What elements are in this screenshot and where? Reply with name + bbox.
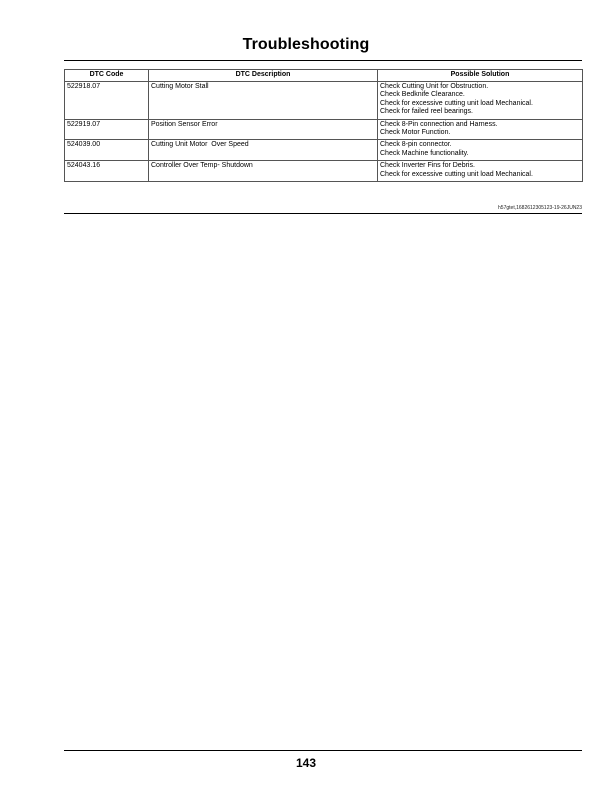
dtc-description-cell: Controller Over Temp- Shutdown (149, 161, 378, 182)
dtc-description-cell: Position Sensor Error (149, 119, 378, 140)
possible-solution-cell (378, 82, 583, 120)
solution-line: Check for failed reel bearings. (380, 108, 473, 116)
solution-line: Check for excessive cutting unit load Mechanical. (380, 99, 533, 107)
table-row (65, 140, 583, 161)
dtc-code-cell: 524043.16 (65, 161, 149, 182)
dtc-description-cell: Cutting Motor Stall (149, 82, 378, 120)
solution-line: Check Motor Function. (380, 129, 451, 137)
solution-line: Check Machine functionality. (380, 149, 469, 157)
header-dtc-code: DTC Code (65, 70, 149, 82)
title-divider (64, 60, 582, 61)
solution-line: Check Inverter Fins for Debris. (380, 162, 475, 170)
dtc-code-cell: 522919.07 (65, 119, 149, 140)
document-reference-code: h57gtet,1682612305123-19-26JUN23 (498, 205, 582, 211)
solution-line: Check 8-Pin connection and Harness. (380, 120, 498, 128)
solution-line: Check Bedknife Clearance. (380, 91, 465, 99)
header-dtc-description: DTC Description (149, 70, 378, 82)
dtc-code-cell: 524039.00 (65, 140, 149, 161)
footer-divider (64, 750, 582, 751)
dtc-description-cell: Cutting Unit Motor Over Speed (149, 140, 378, 161)
section-end-divider (64, 213, 582, 214)
solution-line: Check for excessive cutting unit load Mechanical. (380, 170, 533, 178)
table-row (65, 119, 583, 140)
possible-solution-cell (378, 140, 583, 161)
dtc-table (64, 69, 583, 182)
page-number: 143 (295, 756, 317, 770)
table-row (65, 161, 583, 182)
possible-solution-cell (378, 161, 583, 182)
header-possible-solution: Possible Solution (378, 70, 583, 82)
solution-line: Check Cutting Unit for Obstruction. (380, 83, 489, 90)
dtc-code-cell: 522918.07 (65, 82, 149, 120)
table-row (65, 82, 583, 120)
possible-solution-cell (378, 119, 583, 140)
page-title: Troubleshooting (242, 36, 370, 53)
table-header-row (65, 70, 583, 82)
solution-line: Check 8-pin connector. (380, 141, 452, 149)
